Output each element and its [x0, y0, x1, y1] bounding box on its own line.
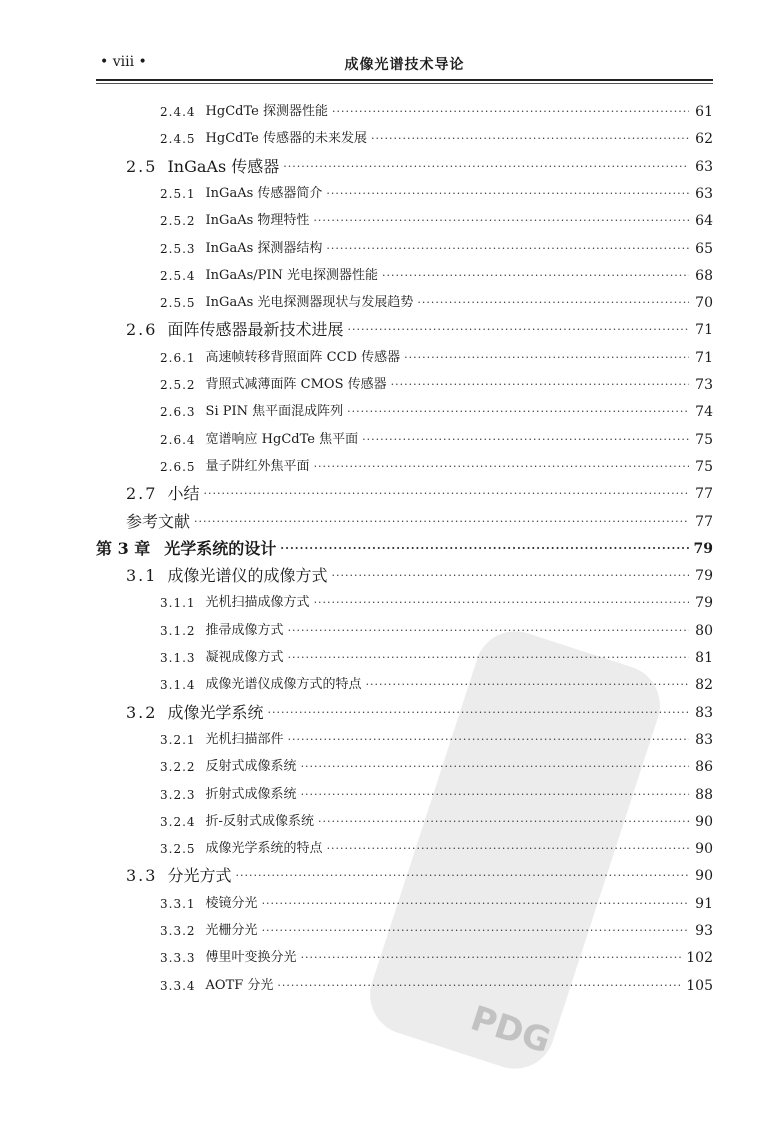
toc-dot-leader — [301, 785, 689, 805]
toc-entry-page: 90 — [695, 868, 713, 885]
toc-dot-leader — [318, 812, 689, 832]
toc-entry-page: 90 — [695, 841, 713, 858]
toc-entry — [160, 205, 713, 231]
toc-entry-number: 3.2.1 — [160, 732, 196, 747]
toc-entry-page: 71 — [695, 349, 713, 366]
toc-entry-page: 75 — [695, 431, 713, 448]
toc-entry-page: 62 — [695, 131, 713, 148]
toc-entry-title: 反射式成像系统 — [205, 759, 297, 775]
toc-entry-number: 2.5.4 — [160, 268, 196, 283]
toc-entry-page: 77 — [695, 486, 713, 503]
watermark-text: PDG — [465, 998, 556, 1062]
toc-entry — [160, 342, 713, 368]
header-rule-thick — [96, 79, 713, 81]
toc-entry — [160, 369, 713, 395]
toc-dot-leader — [267, 703, 689, 723]
toc-entry — [126, 860, 713, 886]
toc-entry — [126, 506, 713, 532]
toc-entry-page: 71 — [695, 322, 713, 339]
toc-entry-page: 61 — [695, 104, 713, 120]
toc-entry-number: 2.5.2 — [160, 378, 196, 392]
toc-entry-number: 3.2.5 — [160, 842, 196, 857]
toc-dot-leader — [331, 566, 689, 586]
toc-entry-page: 64 — [695, 213, 713, 230]
toc-entry-number: 3.1.4 — [160, 678, 196, 693]
toc-entry-number: 第 3 章 — [96, 538, 151, 558]
toc-entry-number: 3.1.2 — [160, 623, 196, 638]
toc-entry — [126, 314, 713, 340]
toc-entry-number: 3.3.1 — [160, 896, 196, 911]
toc-entry-number: 2.6.5 — [160, 459, 196, 474]
toc-entry-title: 推帚成像方式 — [205, 622, 284, 638]
toc-dot-leader — [314, 457, 689, 477]
toc-dot-leader — [362, 430, 689, 450]
toc-entry-title: 折-反射式成像系统 — [205, 813, 314, 829]
toc-entry-page: 88 — [695, 786, 713, 803]
toc-entry-page: 102 — [686, 950, 713, 967]
toc-entry-page: 63 — [695, 185, 713, 202]
toc-entry-title: 光学系统的设计 — [164, 538, 277, 558]
toc-entry — [126, 151, 713, 177]
toc-entry-number: 3.3 — [126, 866, 158, 886]
toc-entry — [126, 697, 713, 723]
toc-entry — [160, 724, 713, 750]
toc-entry-page: 91 — [695, 895, 713, 912]
toc-dot-leader — [382, 266, 689, 286]
toc-entry-title: 光机扫描部件 — [205, 731, 284, 747]
toc-entry-number: 3.3.2 — [160, 924, 196, 938]
toc-dot-leader — [332, 102, 689, 122]
toc-entry-page: 83 — [695, 704, 713, 721]
toc-entry-number: 2.5 — [126, 156, 158, 176]
toc-entry-title: 面阵传感器最新技术进展 — [167, 320, 344, 340]
toc-entry — [160, 751, 713, 777]
toc-dot-leader — [347, 320, 689, 340]
toc-dot-leader — [326, 239, 689, 259]
toc-entry-title: 宽谱响应 HgCdTe 焦平面 — [205, 431, 359, 447]
toc-dot-leader — [366, 675, 689, 695]
toc-entry-number: 3.1 — [126, 566, 158, 586]
toc-dot-leader — [280, 539, 689, 559]
toc-entry-number: 2.5.1 — [160, 186, 196, 201]
header-rule-thin — [96, 83, 713, 84]
toc-dot-leader — [301, 948, 683, 968]
toc-entry-title: 折射式成像系统 — [205, 786, 297, 802]
toc-entry — [160, 970, 713, 996]
toc-dot-leader — [262, 894, 689, 914]
toc-dot-leader — [314, 593, 689, 613]
toc-entry — [160, 779, 713, 805]
book-title: 成像光谱技术导论 — [344, 57, 465, 73]
toc-entry — [160, 451, 713, 477]
toc-dot-leader — [203, 484, 689, 504]
toc-entry-page: 105 — [686, 977, 713, 994]
toc-dot-leader — [283, 157, 689, 177]
toc-entry-title: 棱镜分光 — [205, 895, 258, 911]
toc-entry — [126, 560, 713, 586]
toc-dot-leader — [235, 866, 689, 886]
toc-entry-number: 2.4.4 — [160, 105, 196, 119]
toc-entry-title: 成像光谱仪成像方式的特点 — [205, 677, 362, 693]
toc-entry-title: InGaAs 光电探测器现状与发展趋势 — [205, 295, 414, 311]
toc-entry — [160, 833, 713, 859]
toc-entry — [160, 287, 713, 313]
toc-entry-title: InGaAs/PIN 光电探测器性能 — [205, 267, 379, 283]
toc-entry-page: 70 — [695, 295, 713, 312]
toc-entry-number: 3.2.2 — [160, 760, 196, 775]
toc-entry-title: 成像光学系统 — [167, 702, 264, 722]
toc-dot-leader — [277, 976, 682, 996]
toc-entry-number: 3.1.3 — [160, 651, 196, 665]
toc-entry-title: 分光方式 — [167, 866, 232, 886]
toc-dot-leader — [404, 348, 689, 368]
toc-entry — [160, 123, 713, 149]
toc-entry-title: 光栅分光 — [205, 923, 258, 938]
toc-entry-page: 73 — [695, 377, 713, 393]
toc-entry-title: HgCdTe 传感器的未来发展 — [205, 131, 367, 147]
toc-entry-title: InGaAs 物理特性 — [205, 213, 310, 229]
toc-entry-number: 3.3.3 — [160, 951, 196, 966]
toc-entry-page: 79 — [695, 595, 713, 612]
toc-entry-number: 2.5.2 — [160, 214, 196, 229]
toc-entry-number: 3.3.4 — [160, 978, 196, 993]
toc-entry-page: 79 — [693, 540, 713, 557]
toc-entry-page: 93 — [695, 923, 713, 939]
page-number: • viii • — [100, 54, 147, 70]
page-header — [96, 52, 713, 76]
toc-entry — [160, 233, 713, 259]
toc-entry-page: 81 — [695, 650, 713, 666]
toc-entry-title: 成像光学系统的特点 — [205, 841, 323, 857]
toc-entry — [160, 669, 713, 695]
toc-entry-title: 傅里叶变换分光 — [205, 950, 297, 966]
toc-entry-title: 凝视成像方式 — [205, 650, 284, 665]
toc-entry-title: 成像光谱仪的成像方式 — [167, 566, 328, 586]
toc-entry-number: 3.2.4 — [160, 814, 196, 829]
toc-entry-number: 2.5.3 — [160, 241, 196, 256]
toc-entry-page: 82 — [695, 677, 713, 694]
toc-entry-number: 2.6.1 — [160, 350, 196, 365]
toc-entry — [160, 260, 713, 286]
toc-entry — [96, 533, 713, 559]
toc-dot-leader — [262, 921, 689, 941]
toc-entry-page: 75 — [695, 458, 713, 475]
toc-entry-title: 背照式减薄面阵 CMOS 传感器 — [205, 377, 387, 392]
toc-entry — [160, 587, 713, 613]
toc-dot-leader — [313, 211, 689, 231]
toc-entry — [160, 642, 713, 668]
toc-entry-page: 90 — [695, 813, 713, 830]
toc-entry-page: 65 — [695, 240, 713, 257]
toc-entry-number: 2.6.4 — [160, 432, 196, 447]
toc-entry — [126, 478, 713, 504]
toc-entry-number: 2.4.5 — [160, 132, 196, 147]
toc-entry-title: 量子阱红外焦平面 — [205, 458, 310, 474]
toc-entry-number: 2.7 — [126, 484, 158, 504]
toc-dot-leader — [288, 621, 689, 641]
toc-entry-page: 86 — [695, 759, 713, 776]
toc-entry — [160, 615, 713, 641]
toc-entry-page: 79 — [695, 568, 713, 585]
toc-entry-number: 2.5.5 — [160, 296, 196, 311]
toc-dot-leader — [194, 512, 689, 532]
toc-entry-page: 77 — [695, 513, 713, 530]
toc-entry-title: InGaAs 传感器简介 — [205, 185, 323, 201]
toc-dot-leader — [301, 757, 689, 777]
toc-dot-leader — [326, 184, 689, 204]
toc-dot-leader — [391, 375, 689, 395]
toc-entry-title: 参考文献 — [126, 511, 191, 531]
toc-entry — [160, 888, 713, 914]
toc-dot-leader — [288, 648, 689, 668]
toc-entry — [160, 96, 713, 122]
toc-entry-title: 高速帧转移背照面阵 CCD 传感器 — [205, 349, 401, 365]
toc-entry — [160, 942, 713, 968]
toc-dot-leader — [347, 402, 689, 422]
toc-entry-number: 3.2.3 — [160, 787, 196, 802]
toc-entry-number: 3.1.1 — [160, 596, 196, 611]
toc-entry-page: 68 — [695, 267, 713, 284]
toc-entry-title: InGaAs 传感器 — [167, 156, 280, 176]
toc-entry-title: InGaAs 探测器结构 — [205, 240, 323, 256]
toc-entry-title: Si PIN 焦平面混成阵列 — [205, 404, 344, 420]
toc-entry-number: 3.2 — [126, 702, 158, 722]
toc-entry-number: 2.6 — [126, 320, 158, 340]
toc-entry — [160, 424, 713, 450]
toc-entry-number: 2.6.3 — [160, 405, 196, 420]
toc-entry-title: AOTF 分光 — [205, 977, 274, 993]
toc-entry — [160, 915, 713, 941]
toc-entry — [160, 178, 713, 204]
toc-entry — [160, 806, 713, 832]
toc-entry-title: HgCdTe 探测器性能 — [205, 104, 328, 119]
toc-entry-title: 光机扫描成像方式 — [205, 595, 310, 611]
toc-dot-leader — [417, 293, 689, 313]
toc-entry — [160, 396, 713, 422]
toc-entry-page: 80 — [695, 622, 713, 639]
toc-entry-title: 小结 — [167, 484, 200, 504]
toc-dot-leader — [288, 730, 689, 750]
toc-dot-leader — [371, 129, 689, 149]
toc-entry-page: 83 — [695, 731, 713, 748]
toc-dot-leader — [327, 839, 689, 859]
toc-entry-page: 63 — [695, 158, 713, 175]
toc-entry-page: 74 — [695, 404, 713, 421]
